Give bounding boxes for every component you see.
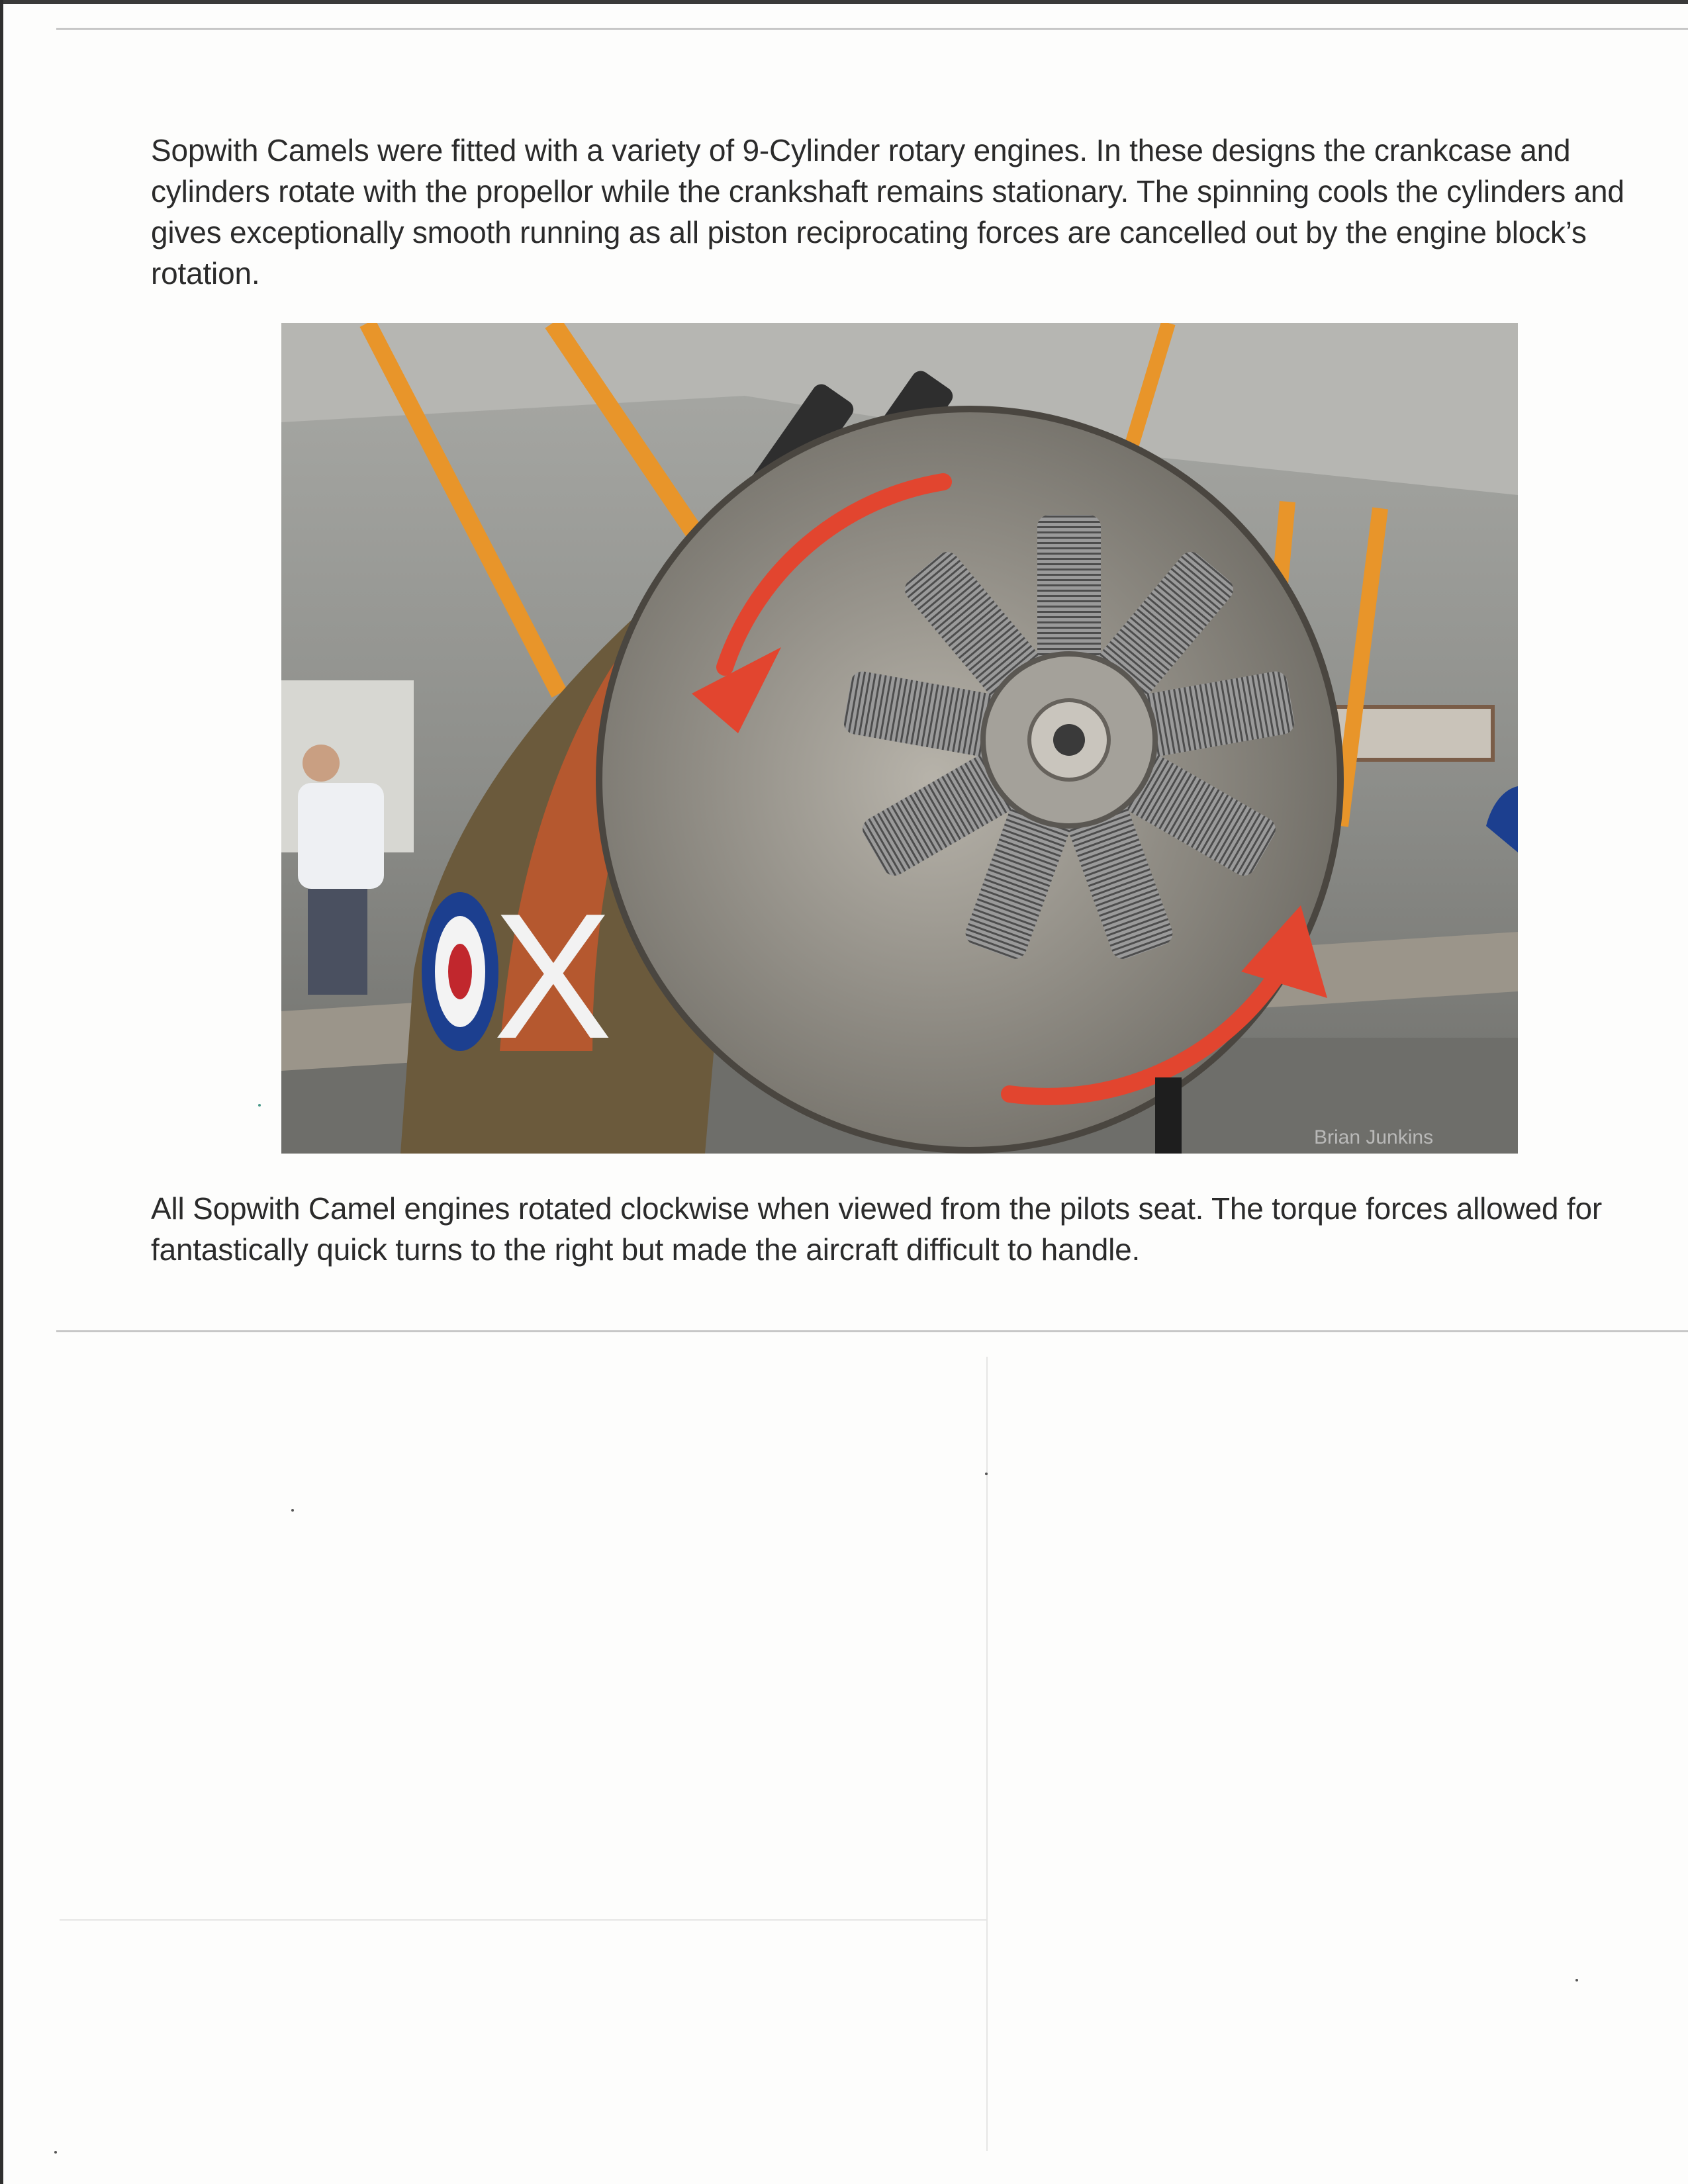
fold-line-top <box>56 28 1688 30</box>
fold-line-middle <box>56 1330 1688 1332</box>
scan-speck <box>54 2151 57 2154</box>
person-head <box>303 745 340 782</box>
scan-speck <box>1575 1979 1578 1981</box>
landing-gear <box>1155 1077 1182 1154</box>
intro-paragraph: Sopwith Camels were fitted with a variety of 9-Cylinder rotary engines. In these designs the crankcase and cylinders rotate with the propellor while the crankshaft remains stationary. The spinning cools the cylinders and gives exceptionally smooth running as all piston reciprocating forces are cancelled out by the engine block’s rotation. <box>151 133 1624 291</box>
person-shirt <box>298 783 384 889</box>
scan-top-edge <box>0 0 1688 4</box>
scan-speck <box>258 1104 261 1107</box>
rotary-engine-photo <box>281 323 1518 1154</box>
photo-watermark: Brian Junkins <box>1314 1126 1434 1148</box>
paper-crease <box>986 1357 988 2151</box>
scan-speck <box>985 1473 988 1475</box>
fuselage-letter: X <box>493 877 613 1076</box>
paper-crease <box>60 1919 986 1921</box>
scan-speck <box>291 1509 294 1512</box>
rotation-paragraph: All Sopwith Camel engines rotated clockwise when viewed from the pilots seat. The torque forces allowed for fantastically quick turns to the right but made the aircraft difficult to handle. <box>151 1191 1602 1267</box>
scan-left-edge <box>0 0 3 2184</box>
person-legs <box>308 889 367 995</box>
